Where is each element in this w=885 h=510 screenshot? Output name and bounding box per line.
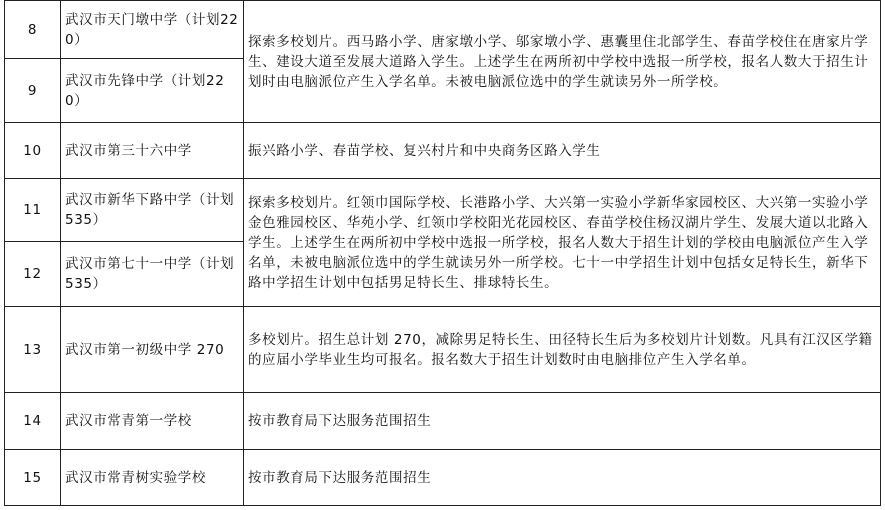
table-row bbox=[5, 307, 881, 393]
row-number: 9 bbox=[5, 59, 61, 123]
enrollment-scope: 探索多校划片。西马路小学、唐家墩小学、邬家墩小学、惠囊里住北部学生、春苗学校住在唐家片学生、建设大道至发展大道路入学生。上述学生在两所初中学校中选报一所学校，报名人数大于招生计划时由电脑派位产生入学名单。未被电脑派位选中的学生就读另外一所学校。 bbox=[244, 1, 881, 123]
table-row bbox=[5, 123, 881, 179]
enrollment-scope: 按市教育局下达服务范围招生 bbox=[244, 393, 881, 450]
table-row bbox=[5, 179, 881, 242]
row-number: 12 bbox=[5, 242, 61, 307]
row-number: 10 bbox=[5, 123, 61, 179]
row-number: 14 bbox=[5, 393, 61, 450]
enrollment-scope: 探索多校划片。红领巾国际学校、长港路小学、大兴第一实验小学新华家园校区、大兴第一实验小学金色雅园校区、华苑小学、红领巾学校阳光花园校区、春苗学校住杨汉湖片学生、发展大道以北路入学生。上述学生在两所初中学校中选报一所学校，报名人数大于招生计划的学校由电脑派位产生入学名单，未被电脑派位选中的学生就读另外一所学校。七十一中学招生计划中包括女足特长生，新华下路中学招生计划中包括男足特长生、排球特长生。 bbox=[244, 179, 881, 307]
table-row bbox=[5, 1, 881, 59]
school-name: 武汉市新华下路中学（计划535） bbox=[61, 179, 244, 242]
row-number: 13 bbox=[5, 307, 61, 393]
row-number: 8 bbox=[5, 1, 61, 59]
school-name: 武汉市先锋中学（计划220） bbox=[61, 59, 244, 123]
school-name: 武汉市天门墩中学（计划220） bbox=[61, 1, 244, 59]
enrollment-table bbox=[4, 0, 881, 506]
school-name: 武汉市常青第一学校 bbox=[61, 393, 244, 450]
school-name: 武汉市常青树实验学校 bbox=[61, 450, 244, 506]
enrollment-scope: 振兴路小学、春苗学校、复兴村片和中央商务区路入学生 bbox=[244, 123, 881, 179]
row-number: 15 bbox=[5, 450, 61, 506]
school-name: 武汉市第七十一中学（计划535） bbox=[61, 242, 244, 307]
row-number: 11 bbox=[5, 179, 61, 242]
table-row bbox=[5, 450, 881, 506]
school-name: 武汉市第三十六中学 bbox=[61, 123, 244, 179]
table-row bbox=[5, 393, 881, 450]
enrollment-scope: 多校划片。招生总计划 270，减除男足特长生、田径特长生后为多校划片计划数。凡具有江汉区学籍的应届小学毕业生均可报名。报名数大于招生计划数时由电脑排位产生入学名单。 bbox=[244, 307, 881, 393]
school-name: 武汉市第一初级中学 270 bbox=[61, 307, 244, 393]
enrollment-scope: 按市教育局下达服务范围招生 bbox=[244, 450, 881, 506]
